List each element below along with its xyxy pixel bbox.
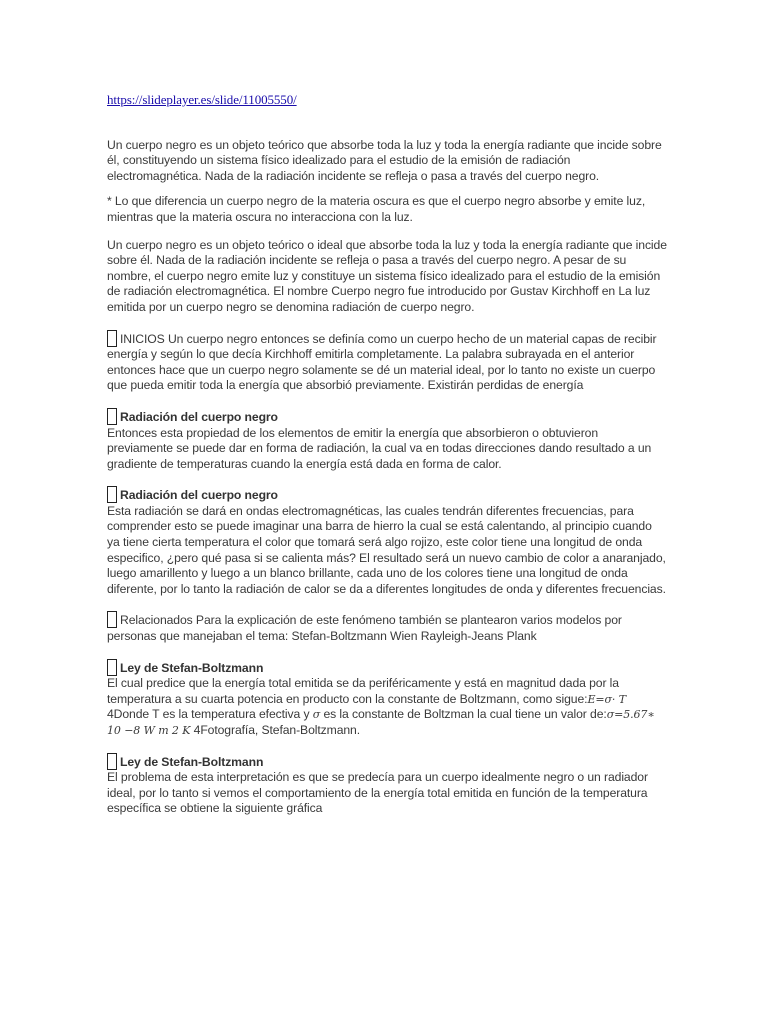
formula-constant: 𝜎=5.67∗ 10 −8 𝑊 𝑚 2 𝐾: [107, 708, 655, 737]
section-heading: Ley de Stefan-Boltzmann: [120, 754, 264, 769]
section-body: Esta radiación se dará en ondas electromagnéticas, las cuales tendrán diferentes frecuencias, para comprender esto se puede imaginar una barra de hierro la cual se está calentando, al principio cuando ya tiene cierta temperatura el color que tomará será algo rojizo, este color tiene una longitud de onda especifico, ¿pero qué pasa si se calienta más? El resultado será un nuevo cambio de color a anaranjado, luego amarillento y luego a un blanco brillante, cada uno de los colores tiene una longitud de onda diferente, por lo tanto la radiación de calor se da a diferentes longitudes de onda y diferentes frecuencias.: [107, 503, 666, 596]
checkbox-icon: [107, 753, 117, 770]
checkbox-icon: [107, 330, 117, 347]
body-text: El cual predice que la energía total emitida se da periféricamente y está en magnitud dada por la temperatura a su cuarta potencia en producto con la constante de Boltzmann, como sigue:: [107, 676, 619, 706]
section-stefan-1: [107, 659, 667, 739]
formula-sigma: 𝜎: [312, 708, 321, 722]
body-text: es la constante de Boltzman la cual tiene un valor de:: [320, 707, 607, 722]
section-body: Entonces esta propiedad de los elementos de emitir la energía que absorbieron o obtuvieron previamente se puede dar en forma de radiación, la cual va en todas direcciones dando resultado a un gradiente de temperaturas cuando la energía está dada en forma de calor.: [107, 425, 652, 471]
section-heading: Radiación del cuerpo negro: [120, 488, 278, 503]
checkbox-icon: [107, 611, 117, 628]
section-body: El problema de esta interpretación es que se predecía para un cuerpo idealmente negro o un radiador ideal, por lo tanto si vemos el comportamiento de la energía total emitida en función de la temperatura específica se obtiene la siguiente gráfica: [107, 770, 648, 816]
intro-paragraph: Un cuerpo negro es un objeto teórico que absorbe toda la luz y toda la energía radiante que incide sobre él, constituyendo un sistema físico idealizado para el estudio de la emisión de radiación electromagnética. Nada de la radiación incidente se refleja o pasa a través del cuerpo negro.: [107, 137, 662, 183]
formula-energy: 𝐸=𝜎· 𝑇: [587, 692, 626, 706]
section-radiacion-2: [107, 486, 667, 597]
checkbox-icon: [107, 486, 117, 503]
checkbox-icon: [107, 659, 117, 676]
inicios-text: INICIOS Un cuerpo negro entonces se definía como un cuerpo hecho de un material capas de recibir energía y según lo que decía Kirchhoff emitirla completamente. La palabra subrayada en el anterior entonces hace que un cuerpo negro solamente se dé un material ideal, por lo tanto no existe un cuerpo que pueda emitir toda la energía que absorbió previamente. Existirán perdidas de energía: [107, 331, 657, 393]
inicios-block: [107, 330, 667, 394]
section-stefan-2: [107, 753, 667, 817]
section-radiacion-1: [107, 408, 667, 472]
note-paragraph: * Lo que diferencia un cuerpo negro de la materia oscura es que el cuerpo negro absorbe y emite luz, mientras que la materia oscura no interacciona con la luz.: [107, 194, 646, 224]
section-heading: Ley de Stefan-Boltzmann: [120, 660, 264, 675]
body-text: 4Donde T es la temperatura efectiva y: [107, 707, 313, 722]
relacionados-text: Relacionados Para la explicación de este fenómeno también se plantearon varios modelos por personas que manejaban el tema: Stefan-Boltzmann Wien Rayleigh-Jeans Plank: [107, 613, 622, 644]
section-heading: Radiación del cuerpo negro: [120, 409, 278, 424]
relacionados-block: [107, 611, 667, 644]
body-text: 4Fotografía, Stefan-Boltzmann.: [190, 723, 361, 737]
source-link[interactable]: https://slideplayer.es/slide/11005550/: [107, 92, 297, 107]
definition-paragraph: Un cuerpo negro es un objeto teórico o ideal que absorbe toda la luz y toda la energía radiante que incide sobre él. Nada de la radiación incidente se refleja o pasa a través del cuerpo negro. A pesar de su nombre, el cuerpo negro emite luz y constituye un sistema físico idealizado para el estudio de la emisión de radiación electromagnética. El nombre Cuerpo negro fue introducido por Gustav Kirchhoff en La luz emitida por un cuerpo negro se denomina radiación de cuerpo negro.: [107, 237, 667, 314]
section-body: [107, 676, 667, 738]
document-page: [107, 92, 667, 831]
checkbox-icon: [107, 408, 117, 425]
